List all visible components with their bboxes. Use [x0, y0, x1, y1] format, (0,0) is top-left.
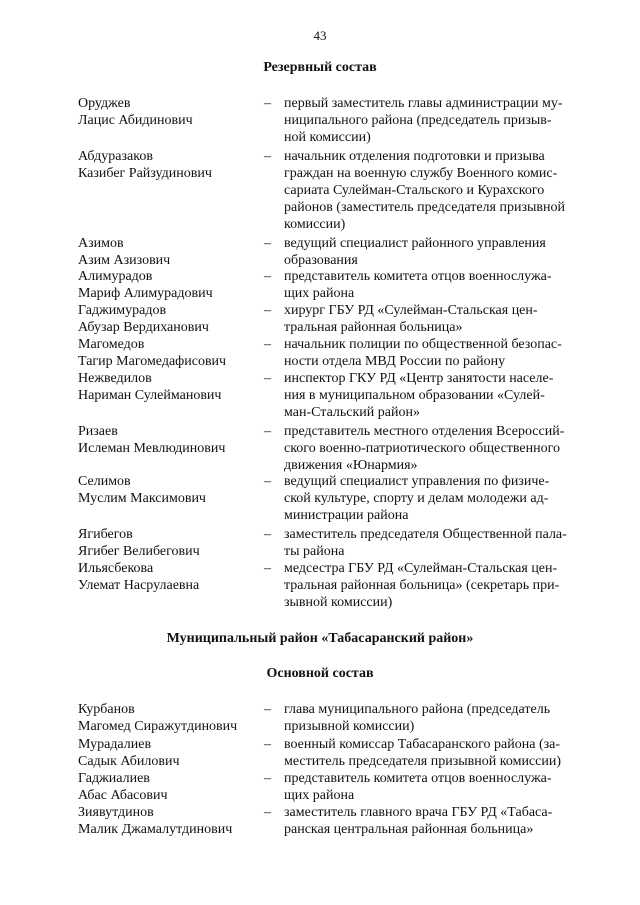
dash-separator: –: [264, 474, 271, 489]
section-heading-main: Основной состав: [266, 666, 374, 681]
dash-separator: –: [264, 771, 271, 786]
dash-separator: –: [264, 149, 271, 164]
member-name: Гаджимурадов Абузар Вердиханович: [78, 303, 209, 335]
member-position: начальник полиции по общественной безопас- ности отдела МВД России по району: [284, 337, 562, 369]
member-name: Курбанов Магомед Сиражутдинович: [78, 702, 238, 734]
member-name: Гаджиалиев Абас Абасович: [78, 771, 168, 803]
member-name: Алимурадов Мариф Алимурадович: [78, 269, 213, 301]
member-position: военный комиссар Табасаранского района (за- меститель председателя призывной комиссии): [284, 737, 562, 769]
member-name: Ильясбекова Улемат Насрулаевна: [78, 561, 200, 593]
member-position: инспектор ГКУ РД «Центр занятости населе- ния в муниципальном образовании «Сулей- ман-Стальский район»: [284, 371, 554, 420]
member-position: начальник отделения подготовки и призыва граждан на военную службу Военного комис- сариата Сулейман-Стальского и Курахского районов (заместитель председателя призывной комиссии): [284, 149, 565, 232]
member-position: ведущий специалист районного управления образования: [284, 236, 546, 268]
member-name: Абдуразаков Казибег Райзудинович: [78, 149, 212, 181]
dash-separator: –: [264, 737, 271, 752]
member-name: Зиявутдинов Малик Джамалутдинович: [78, 805, 233, 837]
member-position: ведущий специалист управления по физиче- ской культуре, спорту и делам молодежи ад- министрации района: [284, 474, 550, 523]
page-number: 43: [313, 28, 327, 43]
member-name: Ризаев Ислеман Мевлюдинович: [78, 424, 226, 456]
member-position: представитель комитета отцов военнослужа- щих района: [284, 771, 552, 803]
dash-separator: –: [264, 371, 271, 386]
dash-separator: –: [264, 96, 271, 111]
dash-separator: –: [264, 805, 271, 820]
member-position: заместитель председателя Общественной пала- ты района: [284, 527, 567, 559]
dash-separator: –: [264, 424, 271, 439]
dash-separator: –: [264, 236, 271, 251]
dash-separator: –: [264, 303, 271, 318]
member-position: первый заместитель главы администрации му- ниципального района (председатель призыв- ной комиссии): [284, 96, 563, 145]
member-position: представитель комитета отцов военнослужа- щих района: [284, 269, 552, 301]
member-name: Азимов Азим Азизович: [78, 236, 171, 268]
section-heading-reserve: Резервный состав: [263, 60, 377, 75]
member-position: хирург ГБУ РД «Сулейман-Стальская цен- тральная районная больница»: [284, 303, 538, 335]
member-name: Ягибегов Ягибег Велибегович: [78, 527, 200, 559]
member-position: глава муниципального района (председатель призывной комиссии): [284, 702, 551, 734]
member-name: Нежведилов Нариман Сулейманович: [78, 371, 222, 403]
member-name: Магомедов Тагир Магомедафисович: [78, 337, 227, 369]
dash-separator: –: [264, 702, 271, 717]
member-name: Мурадалиев Садык Абилович: [78, 737, 180, 769]
municipality-heading: Муниципальный район «Табасаранский район»: [166, 631, 474, 646]
dash-separator: –: [264, 527, 271, 542]
member-position: заместитель главного врача ГБУ РД «Табаса- ранская центральная районная больница»: [284, 805, 553, 837]
member-name: Селимов Муслим Максимович: [78, 474, 206, 506]
member-position: медсестра ГБУ РД «Сулейман-Стальская цен- тральная районная больница» (секретарь при- зывной комиссии): [284, 561, 560, 610]
dash-separator: –: [264, 269, 271, 284]
member-name: Оруджев Лацис Абидинович: [78, 96, 193, 128]
member-position: представитель местного отделения Всероссий- ского военно-патриотического общественного движения «Юнармия»: [284, 424, 565, 473]
dash-separator: –: [264, 561, 271, 576]
dash-separator: –: [264, 337, 271, 352]
